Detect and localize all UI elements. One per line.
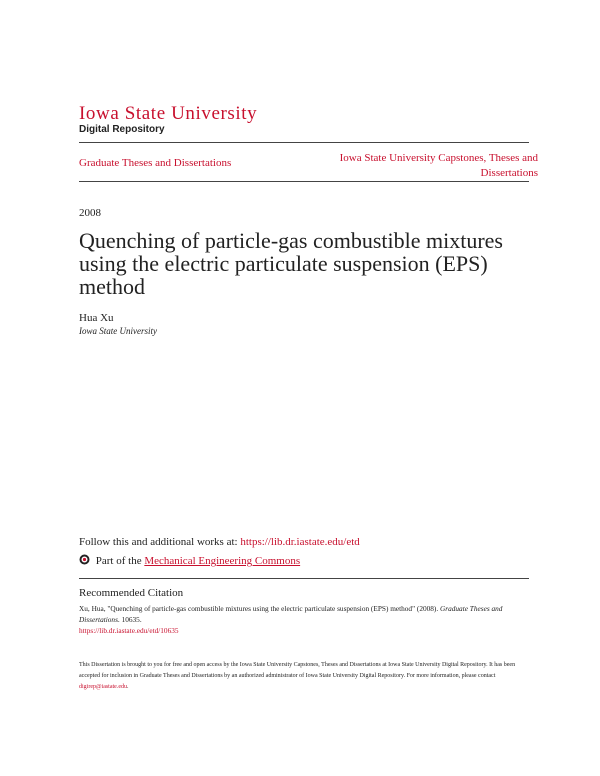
follow-line — [79, 536, 360, 548]
follow-label: Follow this and additional works at: — [79, 536, 238, 548]
top-divider — [79, 142, 529, 143]
series-divider — [79, 181, 529, 182]
mechanical-engineering-commons-link[interactable]: Mechanical Engineering Commons — [144, 555, 301, 567]
document-title: Quenching of particle-gas combustible mixtures using the electric particulate suspension (EPS) method — [79, 228, 503, 299]
author-name: Hua Xu — [79, 312, 114, 324]
part-of-label: Part of the — [95, 555, 142, 567]
etd-link[interactable]: https://lib.dr.iastate.edu/etd — [240, 536, 360, 548]
digital-repository-label: Digital Repository — [79, 124, 165, 135]
recommended-citation-heading: Recommended Citation — [79, 587, 184, 599]
citation-number: . 10635. — [117, 615, 142, 624]
citation-text: Xu, Hua, "Quenching of particle-gas combustible mixtures using the electric particulate suspension (EPS) method" (2008). — [79, 604, 439, 613]
citation-series: Graduate Theses and Dissertations — [79, 604, 503, 624]
publication-year: 2008 — [79, 207, 101, 219]
capstones-link[interactable]: Iowa State University Capstones, Theses and Dissertations — [339, 152, 538, 179]
university-logo-title: Iowa State University — [79, 103, 258, 124]
author-affiliation: Iowa State University — [79, 326, 157, 336]
citation-url[interactable]: https://lib.dr.iastate.edu/etd/10635 — [79, 626, 179, 635]
citation-block — [79, 603, 534, 636]
contact-email-link[interactable]: digirep@iastate.edu — [79, 684, 128, 690]
footer-text: This Dissertation is brought to you for free and open access by the Iowa State University Capstones, Theses and Dissertations at Iowa State University Digital Repository. It has been accepted for inclusion in Graduate Theses and Dissertations by an authorized administrator of Iowa State University Digital Repository. For more information, please contact — [79, 662, 516, 679]
footer-notice — [79, 660, 534, 693]
part-of-line — [79, 554, 300, 567]
citation-divider — [79, 578, 529, 579]
footer-end: . — [127, 684, 129, 690]
network-icon — [79, 554, 90, 565]
graduate-theses-link[interactable]: Graduate Theses and Dissertations — [79, 157, 232, 169]
